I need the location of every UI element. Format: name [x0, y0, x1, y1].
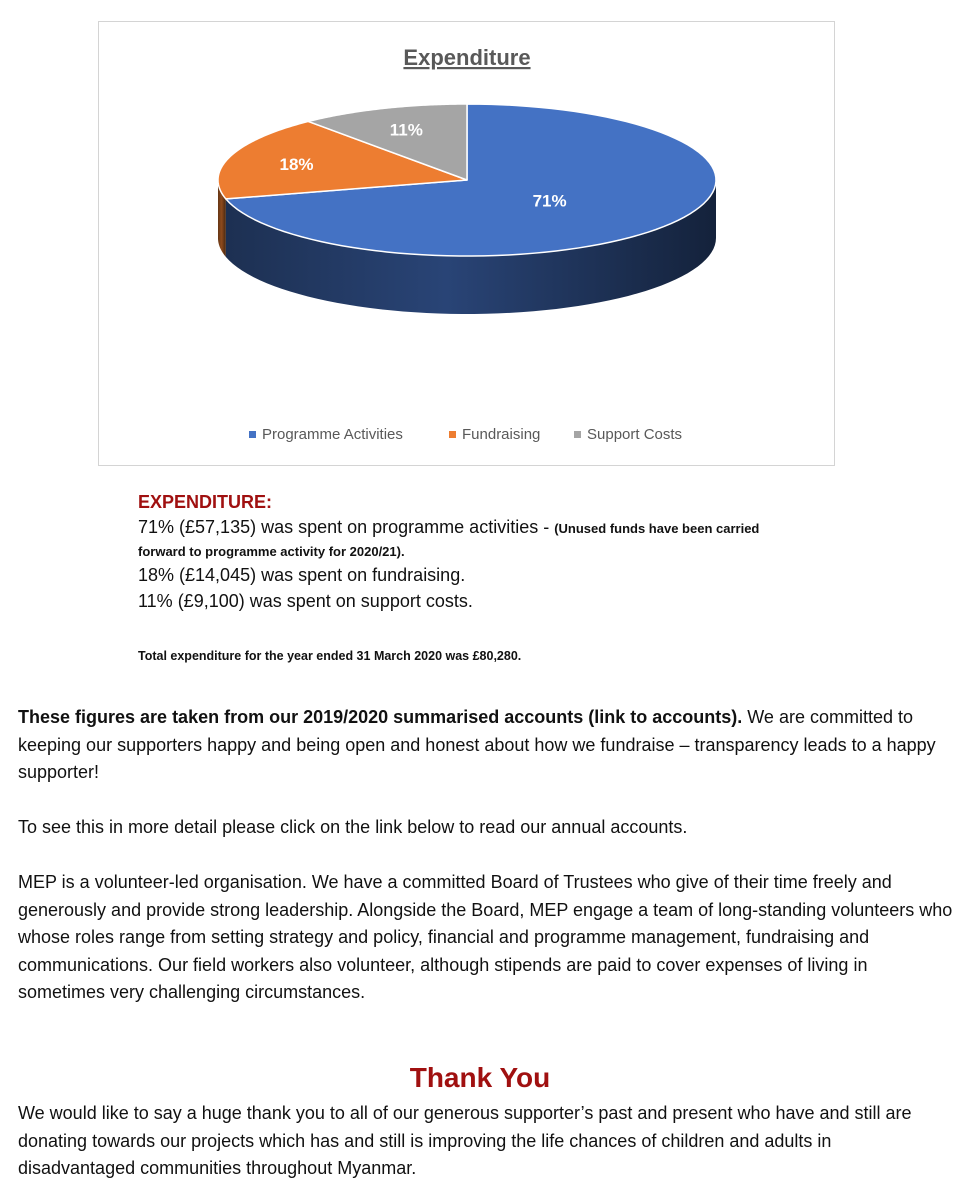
expenditure-heading: EXPENDITURE:: [138, 492, 273, 512]
legend-marker-fundraising: [449, 431, 456, 438]
accounts-paragraph: [18, 704, 953, 787]
data-label-fundraising: 18%: [279, 155, 314, 175]
expenditure-summary: [138, 490, 858, 614]
expenditure-chart: [98, 21, 835, 466]
total-expenditure: Total expenditure for the year ended 31 March 2020 was £80,280.: [138, 649, 522, 663]
expenditure-line-programme: [138, 514, 858, 542]
accounts-link-text[interactable]: These figures are taken from our 2019/2020 summarised accounts (link to accounts).: [18, 707, 743, 727]
legend-marker-support-costs: [574, 431, 581, 438]
legend-label-fundraising: Fundraising: [462, 426, 541, 443]
detail-paragraph: To see this in more detail please click on the link below to read our annual accounts.: [18, 817, 688, 837]
pie-chart-svg: [99, 22, 834, 465]
data-label-programme-activities: 71%: [532, 191, 567, 211]
expenditure-line-fundraising: 18% (£14,045) was spent on fundraising.: [138, 565, 466, 585]
chart-title: Expenditure: [403, 45, 531, 70]
legend-label-support-costs: Support Costs: [587, 426, 683, 443]
accounts-paragraph-rest: We are committed to keeping our supporters happy and being open and honest about how we fundraise – transparency leads to a happy supporter!: [18, 707, 936, 782]
programme-spend-text: 71% (£57,135) was spent on programme activities -: [138, 517, 555, 537]
data-label-support-costs: 11%: [389, 120, 423, 140]
unused-funds-note-continued: forward to programme activity for 2020/21).: [138, 544, 405, 559]
unused-funds-note: (Unused funds have been carried: [554, 521, 760, 536]
expenditure-line-support: 11% (£9,100) was spent on support costs.: [138, 591, 473, 611]
thank-you-title: Thank You: [409, 1062, 551, 1093]
legend-marker-programme-activities: [249, 431, 256, 438]
thank-you-paragraph: We would like to say a huge thank you to all of our generous supporter’s past and present who have and still are donating towards our projects which has and still is improving the life chances of children and adults in disadvantaged communities throughout Myanmar.: [18, 1103, 912, 1178]
volunteer-paragraph: MEP is a volunteer-led organisation. We have a committed Board of Trustees who give of their time freely and generously and provide strong leadership. Alongside the Board, MEP engage a team of long-standing volunteers who whose roles range from setting strategy and policy, financial and programme management, fundraising and communications. Our field workers also volunteer, although stipends are paid to cover expenses of living in sometimes very challenging circumstances.: [18, 872, 953, 1002]
legend-label-programme-activities: Programme Activities: [262, 426, 403, 443]
